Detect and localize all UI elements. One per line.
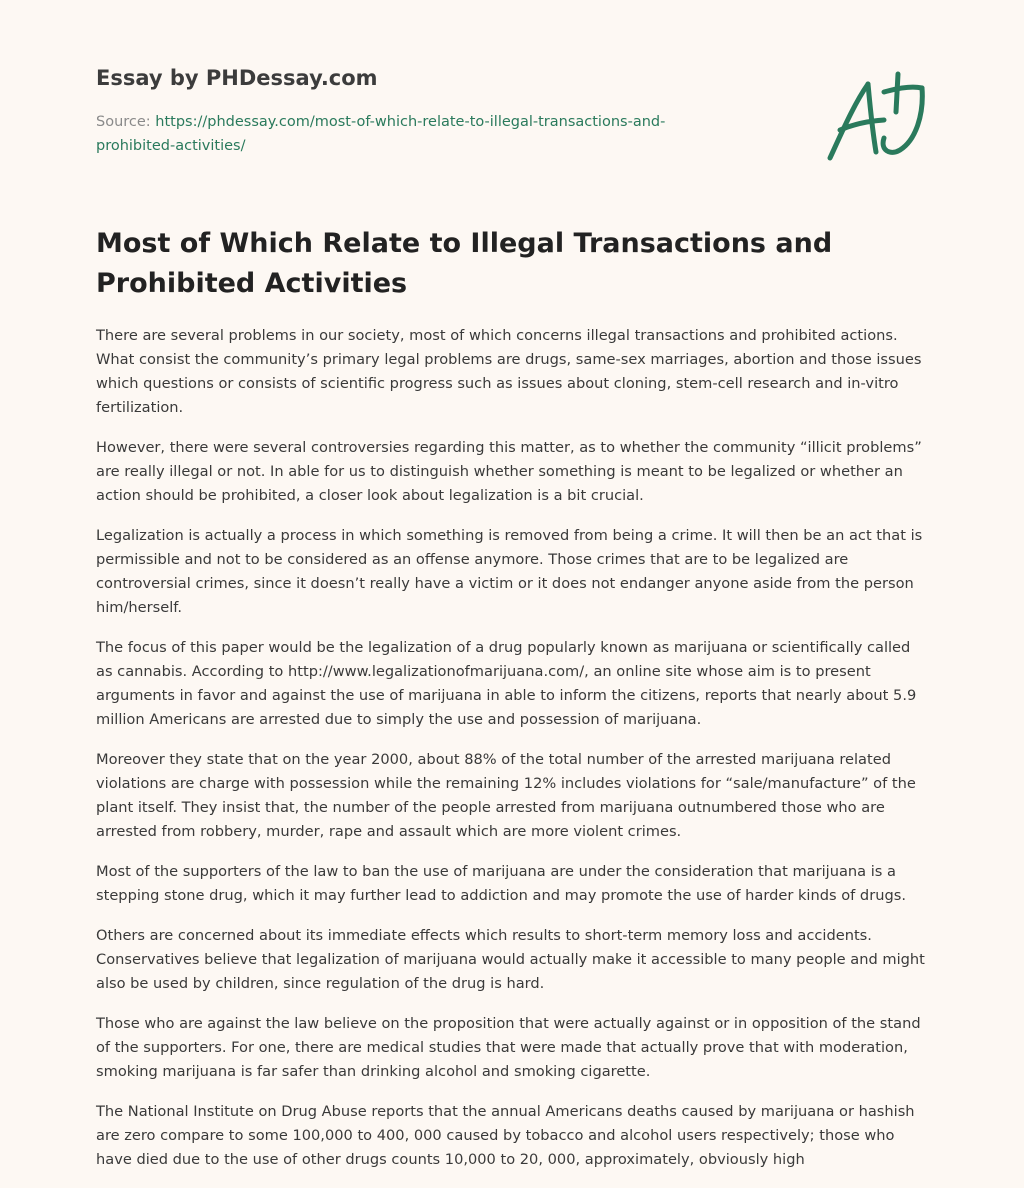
essay-paragraph: Most of the supporters of the law to ban the use of marijuana are under the consideration that marijuana is a stepping stone drug, which it may further lead to addiction and may promote the use of harder kinds of drugs. xyxy=(96,863,906,904)
essay-paragraph: Legalization is actually a process in which something is removed from being a crime. It will then be an act that is permissible and not to be considered as an offense anymore. Those crimes that are to be legalized are controversial crimes, since it doesn’t really have a victim or it does not endanger anyone aside from the person him/herself. xyxy=(96,527,923,616)
essay-paragraph: Those who are against the law believe on the proposition that were actually against or in opposition of the stand of the supporters. For one, there are medical studies that were made that actually prove that with moderation, smoking marijuana is far safer than drinking alcohol and smoking cigarette. xyxy=(96,1015,921,1080)
essay-paragraph: The focus of this paper would be the legalization of a drug popularly known as marijuana or scientifically called as cannabis. According to http://www.legalizationofmarijuana.com/, an online site whose aim is to present arguments in favor and against the use of marijuana in able to inform the citizens, reports that nearly about 5.9 million Americans are arrested due to simply the use and possession of marijuana. xyxy=(96,639,917,728)
source-link[interactable]: https://phdessay.com/most-of-which-relate-to-illegal-transactions-and-prohibited-activities/ xyxy=(96,114,666,154)
essay-paragraph: However, there were several controversies regarding this matter, as to whether the community “illicit problems” are really illegal or not. In able for us to distinguish whether something is meant to be legalized or whether an action should be prohibited, a closer look about legalization is a bit crucial. xyxy=(96,439,922,504)
essay-body xyxy=(96,324,928,1188)
essay-title: Most of Which Relate to Illegal Transactions and Prohibited Activities xyxy=(96,228,833,299)
a-plus-logo-icon xyxy=(820,66,930,166)
page-header xyxy=(96,64,736,158)
essay-paragraph: The National Institute on Drug Abuse reports that the annual Americans deaths caused by marijuana or hashish are zero compare to some 100,000 to 400, 000 caused by tobacco and alcohol users respectively; those who have died due to the use of other drugs counts 10,000 to 20, 000, approximately, obviously high xyxy=(96,1103,915,1168)
essay-paragraph: Others are concerned about its immediate effects which results to short-term memory loss and accidents. Conservatives believe that legalization of marijuana would actually make it accessible to many people and might also be used by children, since regulation of the drug is hard. xyxy=(96,927,925,992)
essay-paragraph: There are several problems in our society, most of which concerns illegal transactions and prohibited actions. What consist the community’s primary legal problems are drugs, same-sex marriages, abortion and those issues which questions or consists of scientific progress such as issues about cloning, stem-cell research and in-vitro fertilization. xyxy=(96,327,922,416)
source-line xyxy=(96,110,736,158)
site-name: Essay by PHDessay.com xyxy=(96,66,378,90)
source-label: Source: xyxy=(96,114,151,130)
essay-paragraph: Moreover they state that on the year 2000, about 88% of the total number of the arrested marijuana related violations are charge with possession while the remaining 12% includes violations for “sale/manufacture” of the plant itself. They insist that, the number of the people arrested from marijuana outnumbered those who are arrested from robbery, murder, rape and assault which are more violent crimes. xyxy=(96,751,916,840)
